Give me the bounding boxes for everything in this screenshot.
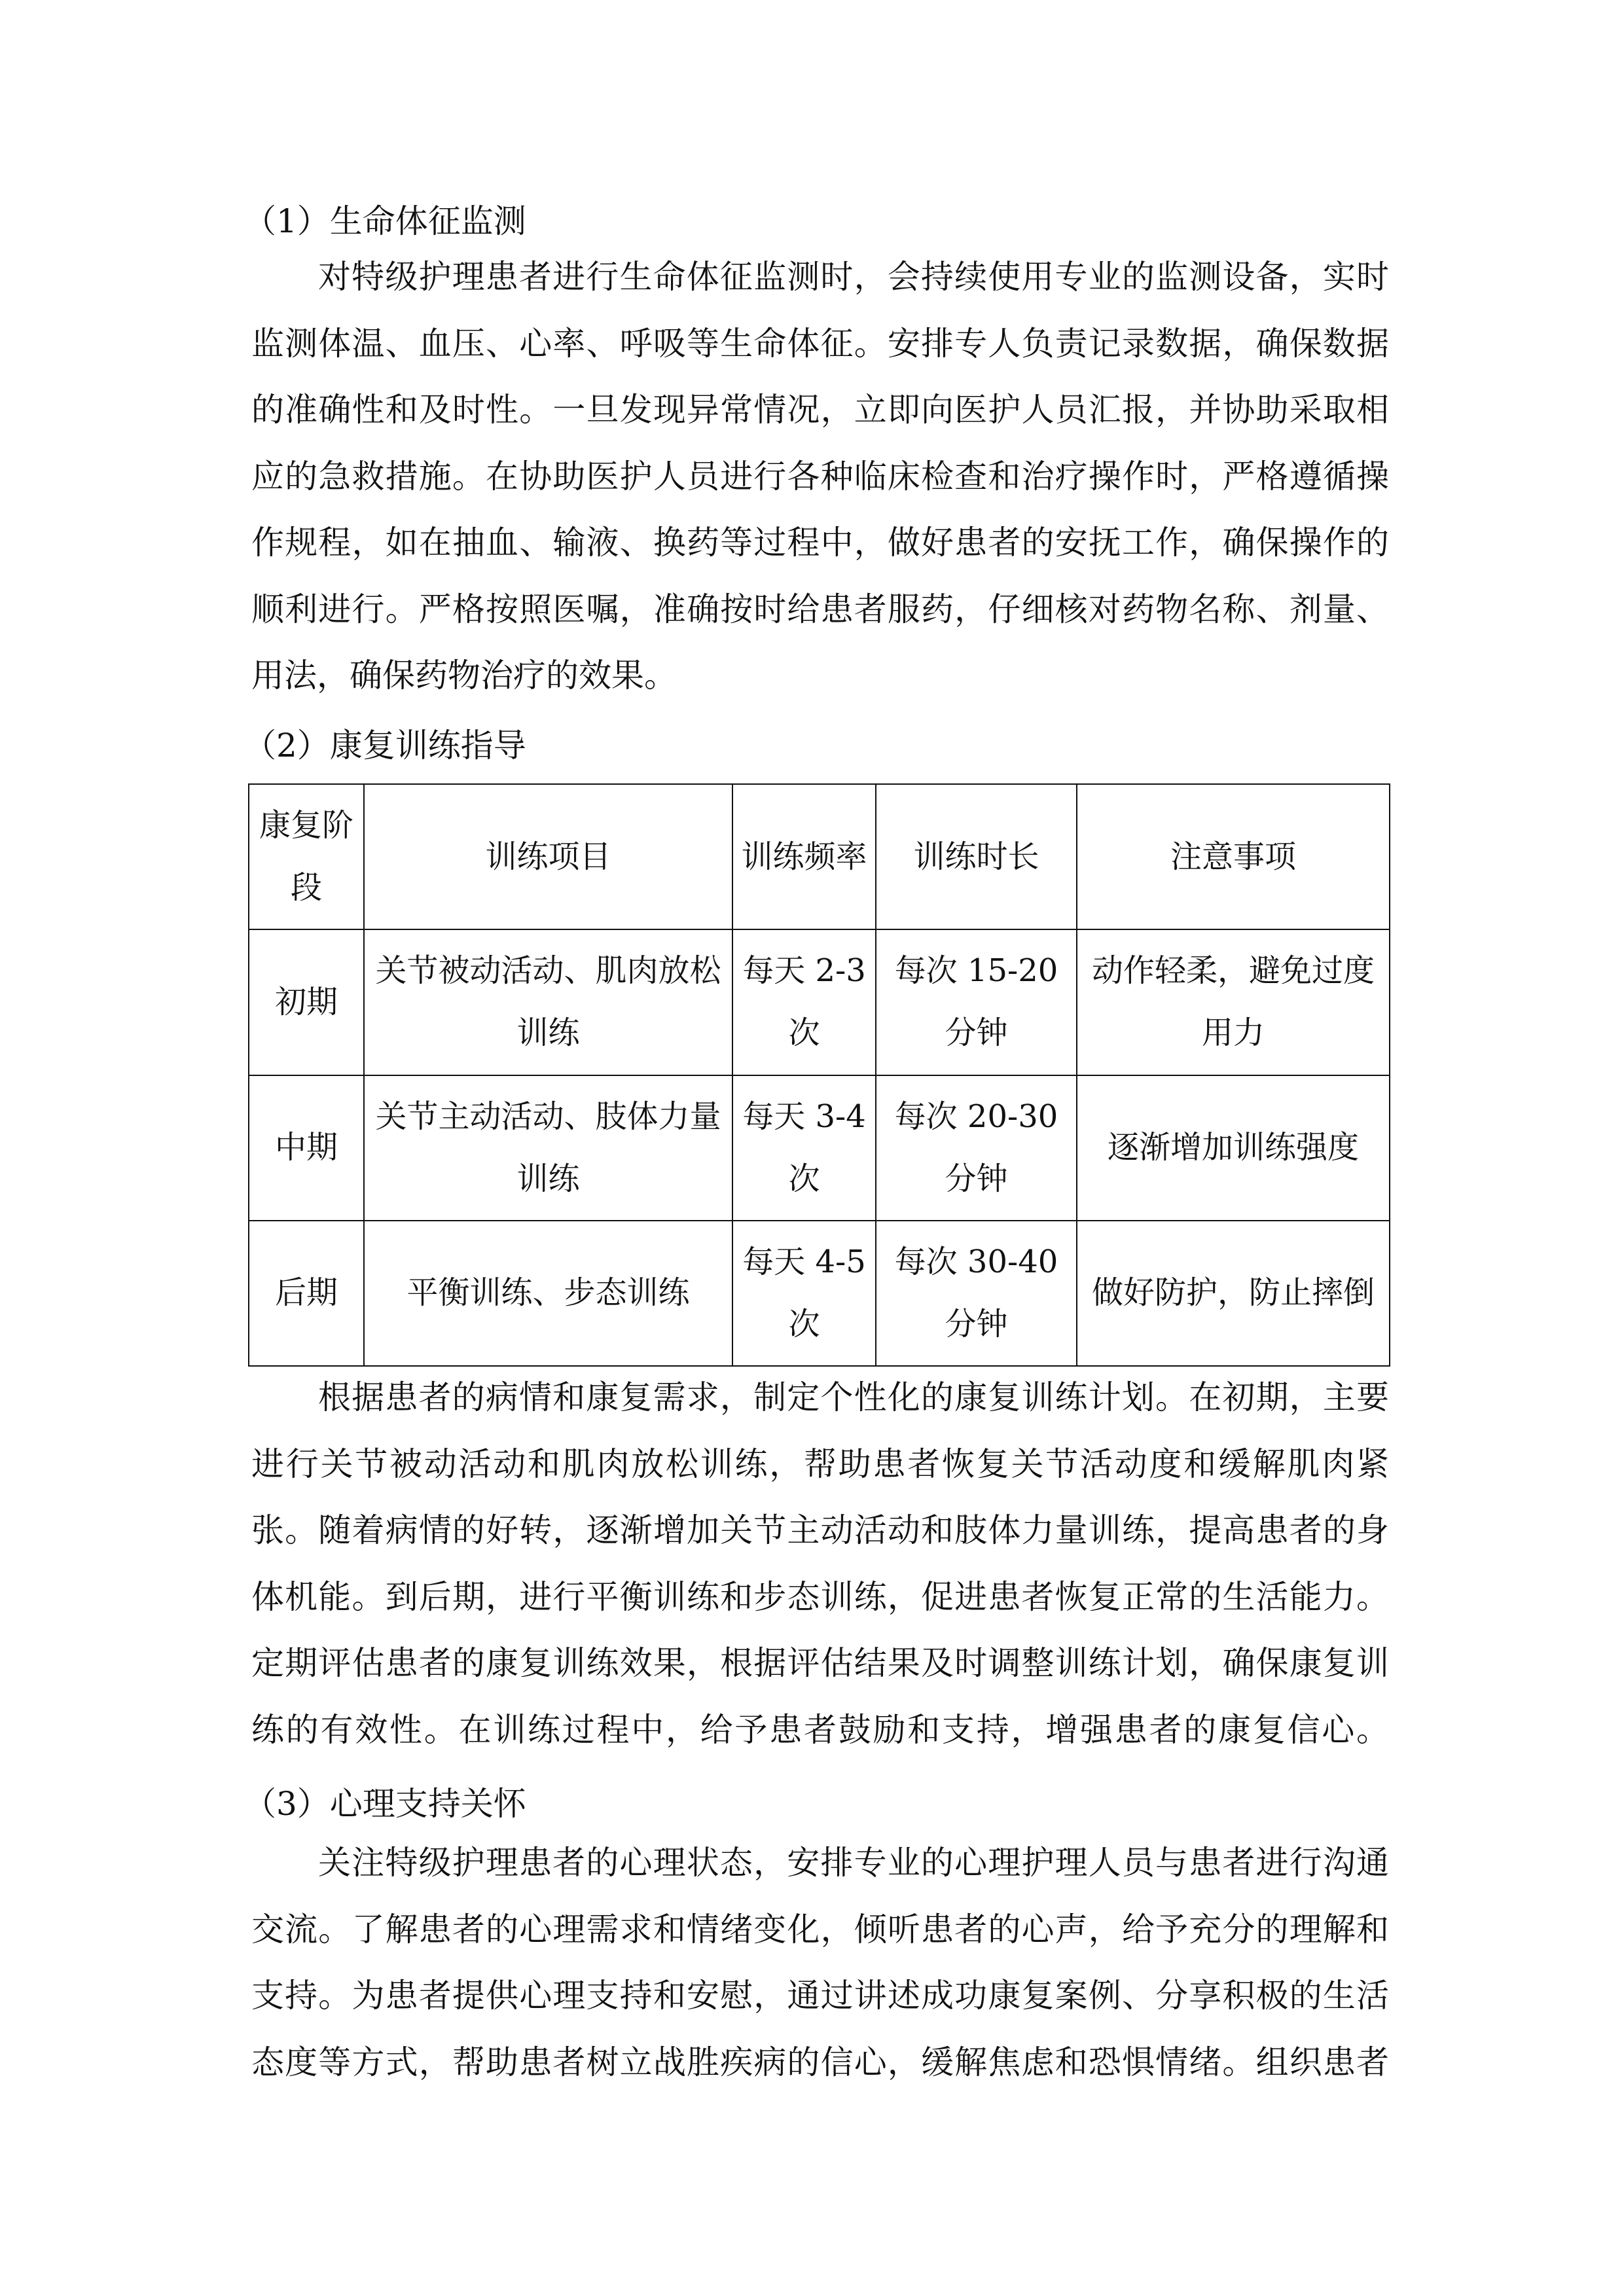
- rehab-table: [248, 783, 1390, 1367]
- table-cell: 每天 3-4 次: [732, 1075, 876, 1221]
- table-cell: 动作轻柔，避免过度用力: [1077, 929, 1390, 1075]
- section-heading-rehab: （2）康复训练指导: [244, 726, 526, 764]
- table-cell: 每次 15-20 分钟: [876, 929, 1077, 1075]
- header-cell: 训练频率: [732, 784, 876, 929]
- text-line: 体机能。到后期，进行平衡训练和步态训练，促进患者恢复正常的生活能力。: [251, 1577, 1389, 1616]
- table-cell: 每次 30-40 分钟: [876, 1221, 1077, 1366]
- table-cell: 关节主动活动、肢体力量训练: [364, 1075, 732, 1221]
- text-line: 根据患者的病情和康复需求，制定个性化的康复训练计划。在初期，主要: [318, 1378, 1389, 1416]
- text-line: 进行关节被动活动和肌肉放松训练，帮助患者恢复关节活动度和缓解肌肉紧: [251, 1444, 1389, 1483]
- table-cell: 平衡训练、步态训练: [364, 1221, 732, 1366]
- text-line: 监测体温、血压、心率、呼吸等生命体征。安排专人负责记录数据，确保数据: [251, 324, 1389, 363]
- paragraph-vital-signs: [251, 244, 1389, 709]
- table-cell: 每天 4-5 次: [732, 1221, 876, 1366]
- section-heading-vital-signs: （1）生命体征监测: [244, 202, 526, 240]
- section-heading-psych: （3）心理支持关怀: [244, 1785, 526, 1823]
- table-cell: 后期: [249, 1221, 364, 1366]
- table-cell: 逐渐增加训练强度: [1077, 1075, 1390, 1221]
- text-line: 用法，确保药物治疗的效果。: [251, 656, 677, 694]
- header-cell: 康复阶段: [249, 784, 364, 929]
- text-line: 练的有效性。在训练过程中，给予患者鼓励和支持，增强患者的康复信心。: [251, 1710, 1389, 1749]
- table-cell: 做好防护，防止摔倒: [1077, 1221, 1390, 1366]
- header-cell: 训练项目: [364, 784, 732, 929]
- table-cell: 每次 20-30 分钟: [876, 1075, 1077, 1221]
- text-line: 的准确性和及时性。一旦发现异常情况，立即向医护人员汇报，并协助采取相: [251, 391, 1389, 429]
- table-row: [249, 929, 1390, 1075]
- text-line: 对特级护理患者进行生命体征监测时，会持续使用专业的监测设备，实时: [318, 258, 1389, 296]
- table-cell: 初期: [249, 929, 364, 1075]
- paragraph-psych: [251, 1830, 1389, 2096]
- text-line: 作规程，如在抽血、输液、换药等过程中，做好患者的安抚工作，确保操作的: [251, 524, 1389, 562]
- text-line: 顺利进行。严格按照医嘱，准确按时给患者服药，仔细核对药物名称、剂量、: [251, 590, 1389, 628]
- table-row: [249, 1221, 1390, 1366]
- text-line: 交流。了解患者的心理需求和情绪变化，倾听患者的心声，给予充分的理解和: [251, 1910, 1389, 1948]
- header-cell: 注意事项: [1077, 784, 1390, 929]
- text-line: 张。随着病情的好转，逐渐增加关节主动活动和肢体力量训练，提高患者的身: [251, 1511, 1389, 1549]
- header-cell: 训练时长: [876, 784, 1077, 929]
- text-line: 支持。为患者提供心理支持和安慰，通过讲述成功康复案例、分享积极的生活: [251, 1977, 1389, 2015]
- paragraph-rehab: [251, 1365, 1389, 1763]
- text-line: 定期评估患者的康复训练效果，根据评估结果及时调整训练计划，确保康复训: [251, 1644, 1389, 1682]
- table-row: [249, 1075, 1390, 1221]
- table-cell: 每天 2-3 次: [732, 929, 876, 1075]
- table-cell: 中期: [249, 1075, 364, 1221]
- text-line: 应的急救措施。在协助医护人员进行各种临床检查和治疗操作时，严格遵循操: [251, 457, 1389, 495]
- text-line: 关注特级护理患者的心理状态，安排专业的心理护理人员与患者进行沟通: [318, 1844, 1389, 1882]
- text-line: 态度等方式，帮助患者树立战胜疾病的信心，缓解焦虑和恐惧情绪。组织患者: [251, 2043, 1389, 2081]
- table-cell: 关节被动活动、肌肉放松训练: [364, 929, 732, 1075]
- table-header-row: [249, 784, 1390, 929]
